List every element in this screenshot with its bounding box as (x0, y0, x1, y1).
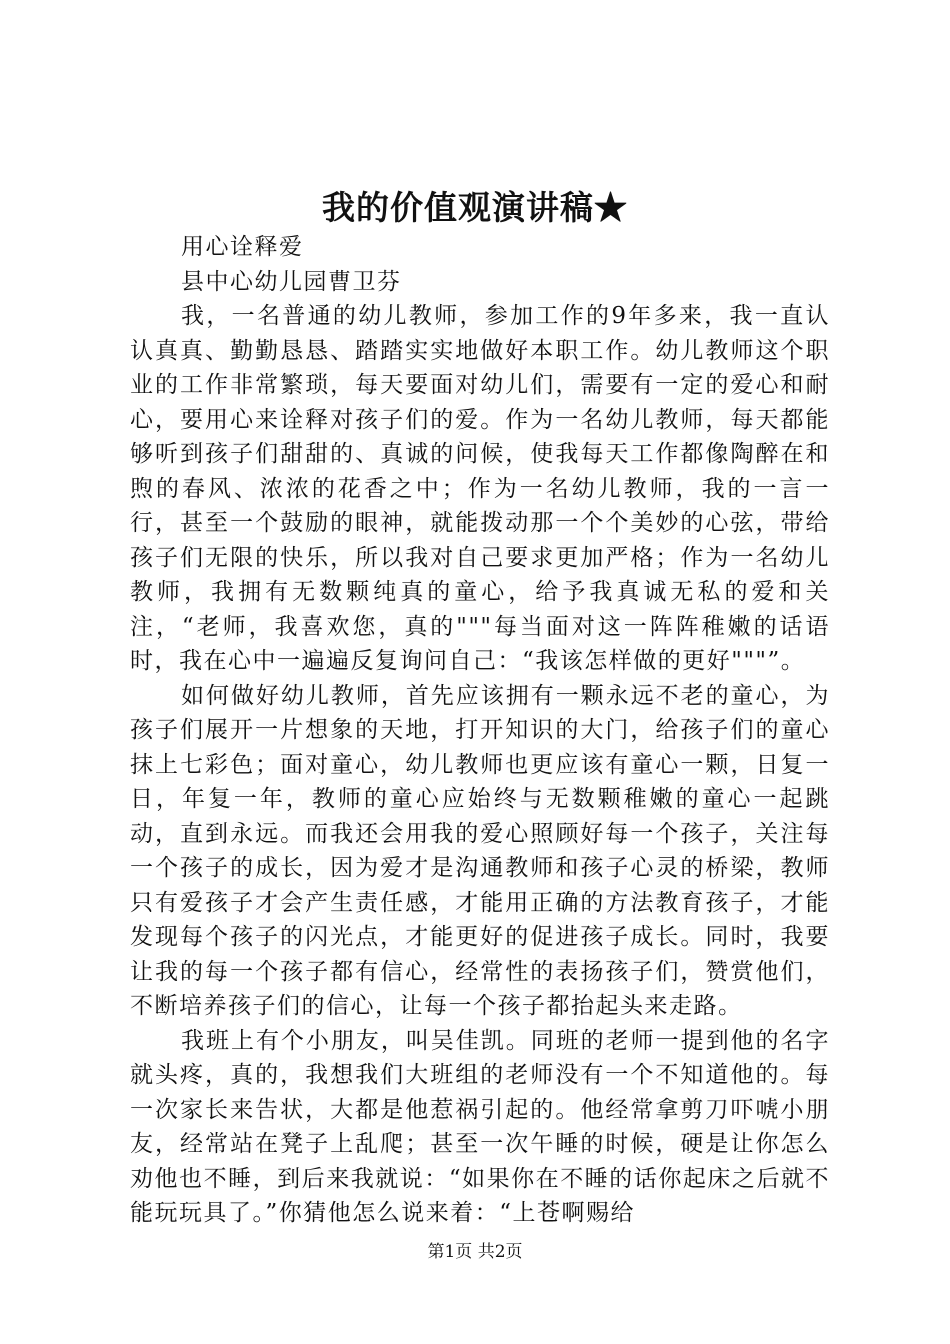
paragraph: 我，一名普通的幼儿教师，参加工作的9年多来，我一直认认真真、勤勤恳恳、踏踏实实地做好本职工作。幼儿教师这个职业的工作非常繁琐，每天要面对幼儿们，需要有一定的爱心和耐心，要用心来诠释对孩子们的爱。作为一名幼儿教师，每天都能够听到孩子们甜甜的、真诚的问候，使我每天工作都像陶醉在和煦的春风、浓浓的花香之中；作为一名幼儿教师，我的一言一行，甚至一个鼓励的眼神，就能拨动那一个个美妙的心弦，带给孩子们无限的快乐，所以我对自己要求更加严格；作为一名幼儿教师，我拥有无数颗纯真的童心，给予我真诚无私的爱和关注，“老师，我喜欢您，真的"""每当面对这一阵阵稚嫩的话语时，我在心中一遍遍反复询问自己：“我该怎样做的更好"""”。 (130, 303, 830, 674)
speaker-line: 县中心幼儿园曹卫芬 (181, 268, 402, 295)
page-footer: 第1页 共2页 (427, 1242, 523, 1262)
document-title: 我的价值观演讲稿★ (322, 188, 628, 227)
document-body (130, 230, 830, 1231)
speech-subtitle: 用心诠释爱 (181, 234, 304, 260)
paragraph: 如何做好幼儿教师，首先应该拥有一颗永远不老的童心，为孩子们展开一片想象的天地，打开知识的大门，给孩子们的童心抹上七彩色；面对童心，幼儿教师也更应该有童心一颗，日复一日，年复一年，教师的童心应始终与无数颗稚嫩的童心一起跳动，直到永远。而我还会用我的爱心照顾好每一个孩子，关注每一个孩子的成长，因为爱才是沟通教师和孩子心灵的桥梁，教师只有爱孩子才会产生责任感，才能用正确的方法教育孩子，才能发现每个孩子的闪光点，才能更好的促进孩子成长。同时，我要让我的每一个孩子都有信心，经常性的表扬孩子们，赞赏他们，不断培养孩子们的信心，让每一个孩子都抬起头来走路。 (130, 682, 830, 1019)
paragraph: 我班上有个小朋友，叫吴佳凯。同班的老师一提到他的名字就头疼，真的，我想我们大班组的老师没有一个不知道他的。每一次家长来告状，大都是他惹祸引起的。他经常拿剪刀吓唬小朋友，经常站在凳子上乱爬；甚至一次午睡的时候，硬是让你怎么劝他也不睡，到后来我就说：“如果你在不睡的话你起床之后就不能玩玩具了。”你猜他怎么说来着：“上苍啊赐给 (130, 1027, 830, 1226)
